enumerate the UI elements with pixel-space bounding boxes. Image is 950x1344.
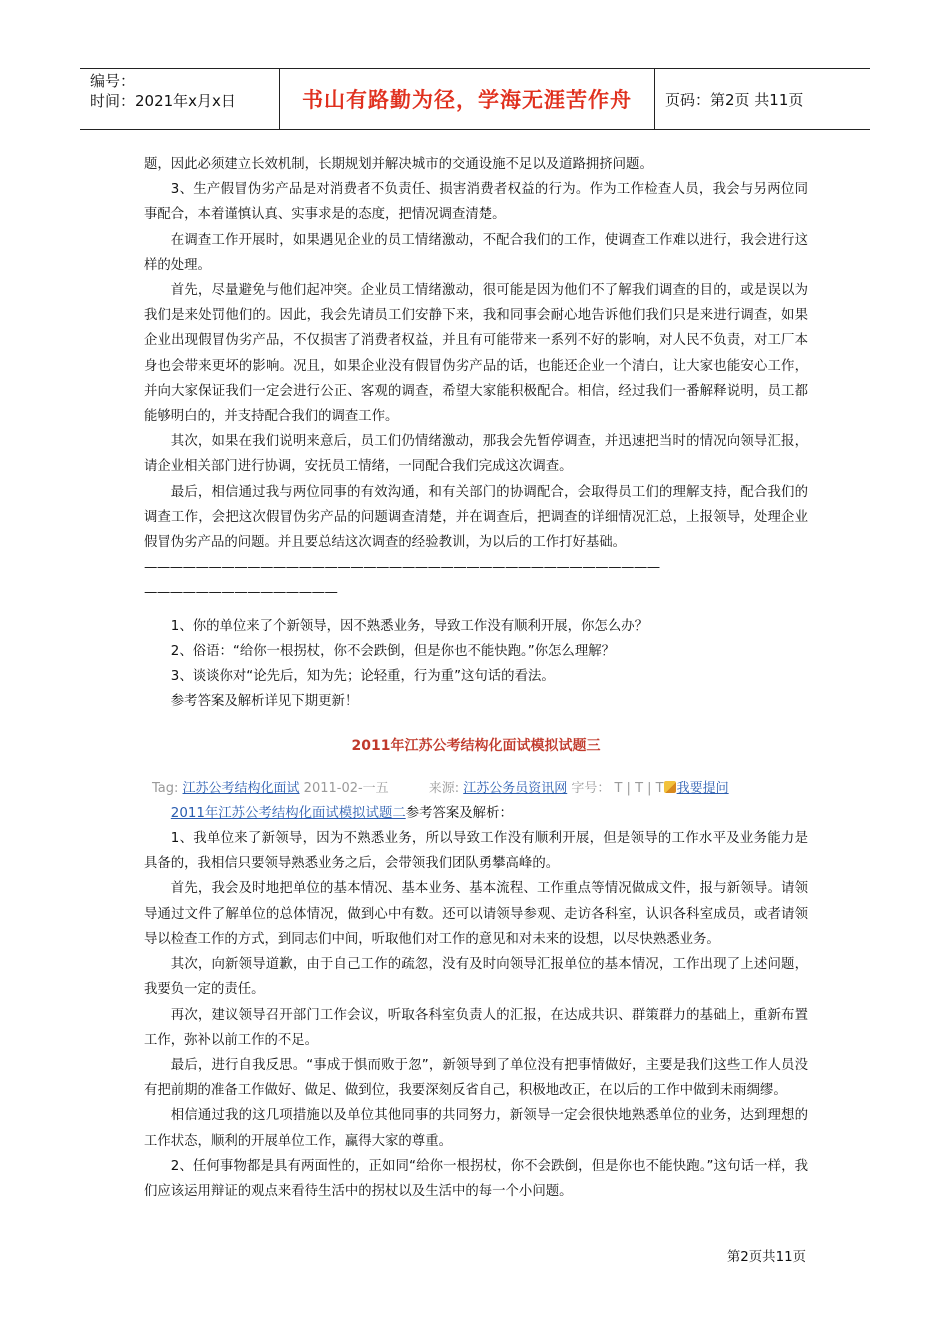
reference-line: [144, 801, 808, 826]
document-body: [144, 152, 808, 1204]
separator-rule: ———————————————: [144, 585, 338, 601]
ask-question-link[interactable]: 我要提问: [676, 780, 729, 796]
header-number: 编号：: [90, 72, 136, 90]
header-motto: 书山有路勤为径，学海无涯苦作舟: [280, 69, 655, 129]
paragraph: 最后，进行自我反思。“事成于惧而败于忽”，新领导到了单位没有把事情做好，主要是我们这些工作人员没有把前期的准备工作做好、做足、做到位，我要深刻反省自己，积极地改正，在以后的工作中做到未雨绸缪。: [144, 1057, 808, 1099]
paragraph: 首先，尽量避免与他们起冲突。企业员工情绪激动，很可能是因为他们不了解我们调查的目的，或是误以为我们是来处罚他们的。因此，我会先请员工们安静下来，我和同事会耐心地告诉他们我们只是来进行调查，如果企业出现假冒伪劣产品，不仅损害了消费者权益，并且有可能带来一系列不好的影响，对人民不负责，对工厂本身也会带来更坏的影响。况且，如果企业没有假冒伪劣产品的话，也能还企业一个清白，让大家也能安心工作，并向大家保证我们一定会进行公正、客观的调查，希望大家能积极配合。相信，经过我们一番解释说明，员工都能够明白的，并支持配合我们的调查工作。: [144, 283, 808, 425]
paragraph: 3、生产假冒伪劣产品是对消费者不负责任、损害消费者权益的行为。作为工作检查人员，我会与另两位同事配合，本着谨慎认真、实事求是的态度，把情况调查清楚。: [144, 182, 808, 223]
paragraph: 相信通过我的这几项措施以及单位其他同事的共同努力，新领导一定会很快地熟悉单位的业务，达到理想的工作状态，顺利的开展单位工作，赢得大家的尊重。: [144, 1108, 808, 1149]
paragraph: 在调查工作开展时，如果遇见企业的员工情绪激动，不配合我们的工作，使调查工作难以进行，我会进行这样的处理。: [144, 232, 808, 273]
question-item: 2、俗语：“给你一根拐杖，你不会跌倒，但是你也不能快跑。”你怎么理解？: [170, 643, 615, 659]
header-page-number: 页码：第2页 共11页: [665, 90, 804, 109]
reference-link[interactable]: 2011年江苏公考结构化面试模拟试题二: [170, 805, 406, 821]
paragraph: 最后，相信通过我与两位同事的有效沟通，和有关部门的协调配合，会取得员工们的理解支持，配合我们的调查工作，会把这次假冒伪劣产品的问题调查清楚，并在调查后，把调查的详细情况汇总，上报领导，处理企业假冒伪劣产品的问题。并且要总结这次调查的经验教训，为以后的工作打好基础。: [144, 484, 808, 551]
page-header: [80, 68, 870, 130]
paragraph: 2、任何事物都是具有两面性的，正如同“给你一根拐杖，你不会跌倒，但是你也不能快跑。”这句话一样，我们应该运用辩证的观点来看待生活中的拐杖以及生活中的每一个小问题。: [144, 1158, 808, 1199]
article-date: 2011-02-一五: [299, 780, 389, 796]
article-meta: [144, 776, 808, 801]
header-time: 时间：2021年x月x日: [90, 92, 236, 110]
separator-rule: ————————————————————————————————————————: [144, 560, 660, 576]
paragraph: 首先，我会及时地把单位的基本情况、基本业务、基本流程、工作重点等情况做成文件，报与新领导。请领导通过文件了解单位的总体情况，做到心中有数。还可以请领导参观、走访各科室，认识各科室成员，或者请领导以检查工作的方式，到同志们中间，听取他们对工作的意见和对未来的设想，以尽快熟悉业务。: [144, 881, 808, 947]
question-item: 3、谈谈你对“论先后，知为先；论轻重，行为重”这句话的看法。: [170, 669, 555, 685]
paragraph: 其次，向新领导道歉，由于自己工作的疏忽，没有及时向领导汇报单位的基本情况，工作出现了上述问题，我要负一定的责任。: [144, 957, 808, 998]
paragraph: 1、我单位来了新领导，因为不熟悉业务，所以导致工作没有顺利开展，但是领导的工作水平及业务能力是具备的，我相信只要领导熟悉业务之后，会带领我们团队勇攀高峰的。: [144, 831, 808, 872]
question-item: 参考答案及解析详见下期更新！: [170, 694, 359, 710]
source-label: 来源:: [428, 780, 464, 796]
tag-link[interactable]: 江苏公考结构化面试: [182, 780, 300, 796]
pencil-icon: [664, 781, 676, 793]
page-footer: 第2页共11页: [726, 1250, 806, 1265]
tag-label: Tag:: [152, 780, 183, 796]
paragraph: 再次，建议领导召开部门工作会议，听取各科室负责人的汇报，在达成共识、群策群力的基础上，重新布置工作，弥补以前工作的不足。: [144, 1007, 808, 1048]
article-title: 2011年江苏公考结构化面试模拟试题三: [351, 738, 601, 755]
question-item: 1、你的单位来了个新领导，因不熟悉业务，导致工作没有顺利开展，你怎么办？: [170, 618, 648, 634]
font-size-controls[interactable]: 字号： T | T | T: [567, 780, 664, 796]
source-link[interactable]: 江苏公务员资讯网: [463, 780, 568, 796]
reference-suffix: 参考答案及解析：: [405, 805, 513, 821]
paragraph: 题，因此必须建立长效机制，长期规划并解决城市的交通设施不足以及道路拥挤问题。: [144, 157, 653, 172]
header-meta: [80, 69, 280, 129]
paragraph: 其次，如果在我们说明来意后，员工们仍情绪激动，那我会先暂停调查，并迅速把当时的情况向领导汇报，请企业相关部门进行协调，安抚员工情绪，一同配合我们完成这次调查。: [144, 434, 808, 475]
